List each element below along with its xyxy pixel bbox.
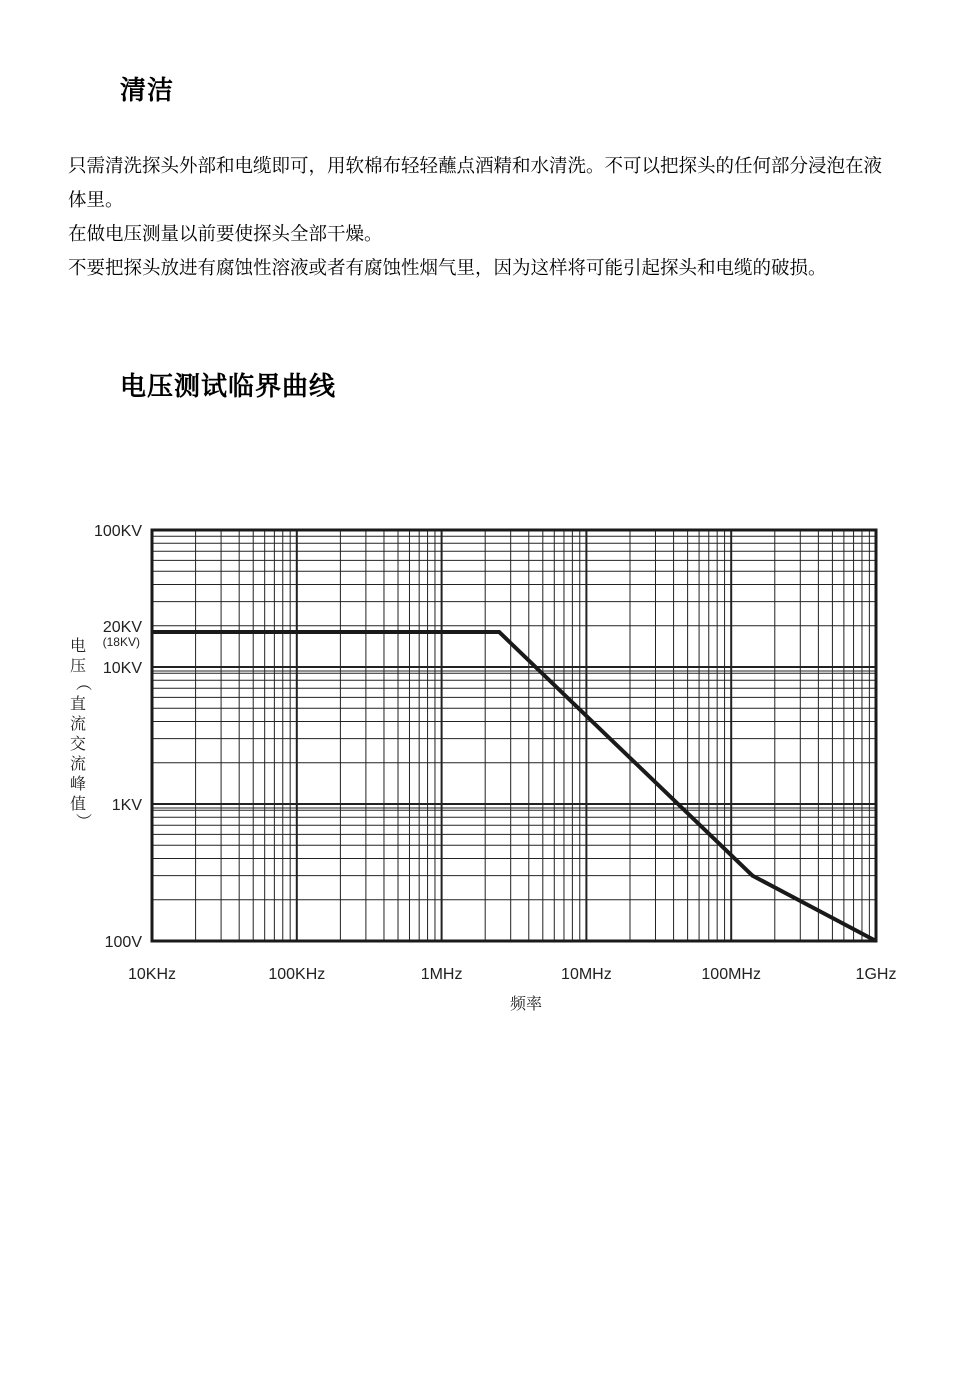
y-label-char: 压 (69, 656, 87, 675)
x-tick-label: 1GHz (855, 966, 897, 983)
y-label-char: （ (74, 674, 93, 692)
series-line (152, 632, 876, 941)
paragraph: 不要把探头放进有腐蚀性溶液或者有腐蚀性烟气里，因为这样将可能引起探头和电缆的破损。 (68, 258, 827, 279)
y-label-char: 值 (69, 794, 87, 813)
y-label-char: ） (74, 812, 93, 830)
y-label-char: 电 (69, 636, 87, 655)
y-annotation-18kv: (18KV) (102, 635, 140, 650)
paragraph: 在做电压测量以前要使探头全部干燥。 (68, 224, 383, 245)
x-tick-label: 100KHz (268, 966, 326, 983)
y-tick-label: 100KV (93, 523, 142, 540)
x-axis-label: 频率 (509, 994, 543, 1013)
y-label-char: 直 (69, 694, 87, 713)
section-title-voltage-curve: 电压测试临界曲线 (120, 372, 337, 402)
y-tick-labels (94, 523, 142, 951)
x-tick-label: 1MHz (420, 966, 463, 983)
x-tick-labels (128, 966, 896, 983)
plot-frame (152, 530, 876, 941)
chart-grid-major (152, 530, 876, 941)
chart-grid-minor (152, 530, 876, 941)
y-tick-label: 20KV (102, 618, 142, 636)
y-label-char: 峰 (69, 774, 87, 793)
paragraph: 只需清洗探头外部和电缆即可，用软棉布轻轻蘸点酒精和水清洗。不可以把探头的任何部分浸泡在液体里。 (68, 156, 883, 211)
y-label-char: 流 (69, 754, 87, 773)
y-label-char: 流 (69, 714, 87, 733)
y-tick-label: 10KV (102, 660, 142, 677)
y-label-char: 交 (69, 734, 87, 753)
x-tick-label: 10MHz (561, 966, 612, 983)
y-axis-label (70, 636, 93, 829)
x-tick-label: 100MHz (701, 966, 761, 983)
y-tick-label: 1KV (111, 797, 142, 814)
x-tick-label: 10KHz (127, 966, 177, 983)
voltage-derating-chart (60, 505, 910, 1025)
section-title-cleaning: 清洁 (120, 76, 175, 106)
cleaning-instructions (68, 150, 898, 286)
y-tick-label: 100V (104, 934, 142, 951)
